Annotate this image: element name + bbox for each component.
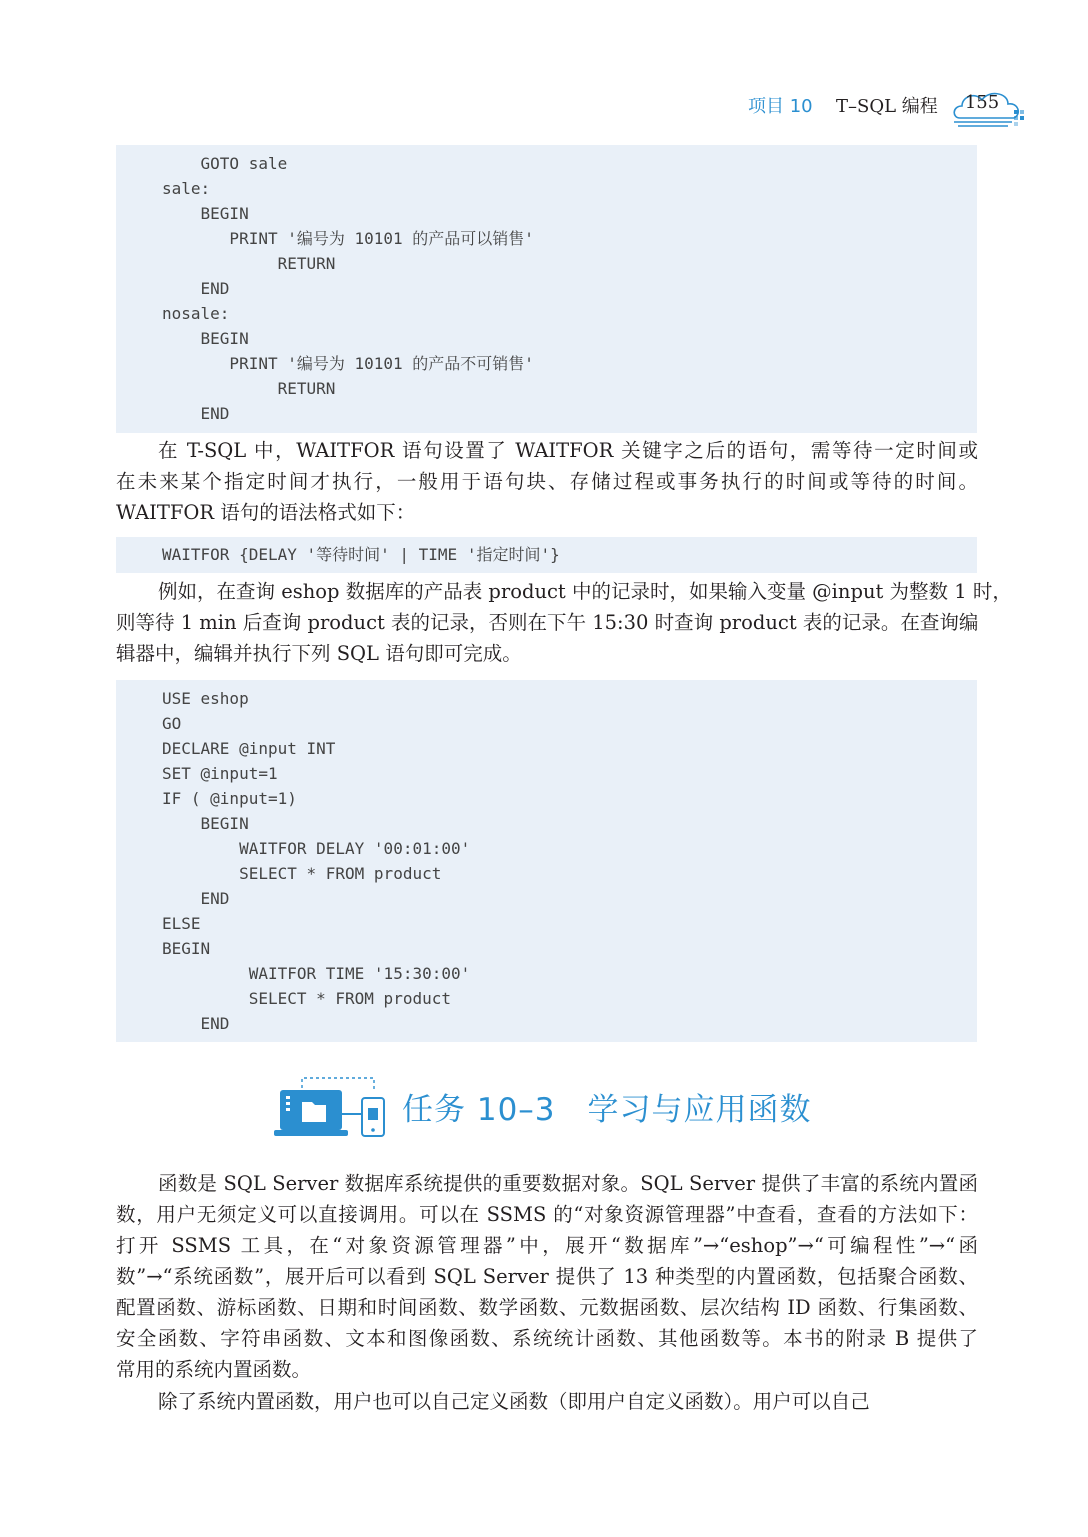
page-number: 155 [964,92,1000,113]
text-line: 辑器中，编辑并执行下列 SQL 语句即可完成。 [116,642,522,665]
code-line: WAITFOR DELAY '00:01:00' [162,839,471,858]
code-line: BEGIN [162,939,211,958]
text-line: 在未来某个指定时间才执行，一般用于语句块、存储过程或事务执行的时间或等待的时间。 [116,470,978,493]
task-heading [272,1074,832,1144]
code-line: sale: [162,179,211,198]
code-line: USE eshop [162,689,249,708]
code-line: BEGIN [162,814,249,833]
paragraph-user-functions [116,1386,978,1417]
running-header [0,88,1088,128]
code-line: END [162,404,230,423]
code-block-waitfor [116,680,977,1042]
laptop-phone-icon [272,1074,392,1140]
text-line: 函数是 SQL Server 数据库系统提供的重要数据对象。SQL Server 提供了丰富的系统内置函 [158,1172,978,1195]
code-line: SELECT * FROM product [162,864,442,883]
paragraph-example [116,576,1012,669]
code-line: PRINT '编号为 10101 的产品不可销售' [162,354,534,373]
text-line: 数，用户无须定义可以直接调用。可以在 SSMS 的“对象资源管理器”中查看，查看的方法如下： [116,1203,978,1226]
header-project-label: 项目 10 [748,96,813,117]
code-line: SELECT * FROM product [162,989,451,1008]
text-line: 数”→“系统函数”，展开后可以看到 SQL Server 提供了 13 种类型的内置函数，包括聚合函数、 [116,1265,978,1288]
code-line: DECLARE @input INT [162,739,336,758]
syntax-line: WAITFOR {DELAY '等待时间' | TIME '指定时间'} [162,545,560,564]
text-line: 安全函数、字符串函数、文本和图像函数、系统统计函数、其他函数等。本书的附录 B 提供了 [116,1327,978,1350]
code-line: IF ( @input=1) [162,789,297,808]
code-line: BEGIN [162,204,249,223]
code-line: WAITFOR TIME '15:30:00' [162,964,471,983]
text-line: 则等待 1 min 后查询 product 表的记录，否则在下午 15:30 时查询 product 表的记录。在查询编 [116,611,979,634]
code-line: GO [162,714,182,733]
paragraph-waitfor-intro [116,435,978,528]
code-line: SET @input=1 [162,764,278,783]
code-line: nosale: [162,304,230,323]
code-line: END [162,889,230,908]
code-line: RETURN [162,254,336,273]
code-line: GOTO sale [162,154,288,173]
paragraph-functions-intro [116,1168,978,1385]
code-block-syntax [116,537,977,573]
task-title: 任务 10–3 学习与应用函数 [402,1092,812,1128]
code-line: ELSE [162,914,201,933]
text-line: 例如，在查询 eshop 数据库的产品表 product 中的记录时，如果输入变量 @input 为整数 1 时， [158,580,1012,603]
header-chapter-title: T–SQL 编程 [836,96,938,117]
code-line: PRINT '编号为 10101 的产品可以销售' [162,229,534,248]
text-line: 配置函数、游标函数、日期和时间函数、数学函数、元数据函数、层次结构 ID 函数、行集函数、 [116,1296,978,1319]
code-line: END [162,279,230,298]
text-line: 除了系统内置函数，用户也可以自己定义函数（即用户自定义函数）。用户可以自己 [158,1390,870,1413]
code-line: BEGIN [162,329,249,348]
text-line: 打开 SSMS 工具，在“对象资源管理器”中，展开“数据库”→“eshop”→“可编程性”→“函 [116,1234,978,1257]
text-line: 常用的系统内置函数。 [116,1358,312,1381]
text-line: WAITFOR 语句的语法格式如下： [116,501,416,524]
code-line: END [162,1014,230,1033]
code-line: RETURN [162,379,336,398]
text-line: 在 T-SQL 中，WAITFOR 语句设置了 WAITFOR 关键字之后的语句，需等待一定时间或 [158,439,978,462]
code-block-goto [116,145,977,433]
